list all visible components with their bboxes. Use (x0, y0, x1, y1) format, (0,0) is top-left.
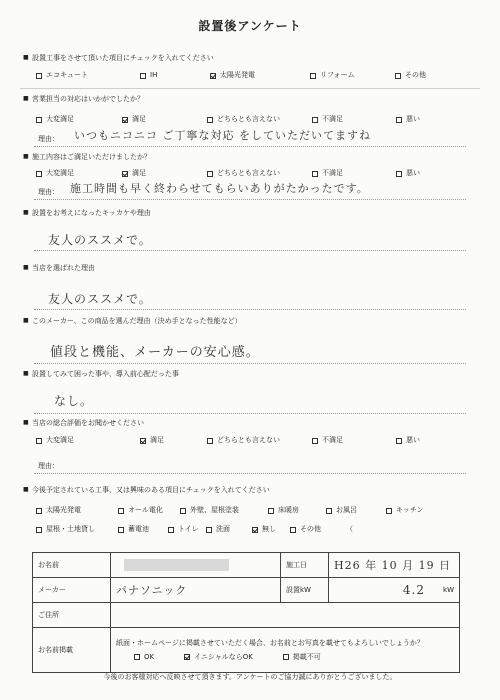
name-value[interactable] (111, 553, 281, 577)
q8-option-1-label: 満足 (150, 436, 164, 444)
q9-option-10[interactable] (252, 526, 276, 533)
q7-answer: なし。 (54, 394, 94, 408)
q6-line (34, 363, 466, 364)
q3-option-0-checkbox[interactable] (36, 171, 42, 177)
q9-option-6-label: 屋根・土地貸し (46, 525, 95, 533)
name-redacted (124, 559, 229, 571)
q1-section (20, 55, 480, 85)
q3-option-4[interactable] (396, 170, 420, 177)
row-address (33, 603, 459, 628)
q1-option-0-checkbox[interactable] (36, 73, 42, 79)
q6-title: ■ このメーカー、この商品を選んだ理由（決め手となった性能など） (32, 318, 242, 325)
install-value[interactable]: H26 年 10 月 19 日 (334, 558, 452, 572)
q2-option-1-label: 満足 (132, 115, 146, 123)
install-label: 施工日 (281, 553, 329, 577)
q2-option-2[interactable] (207, 116, 280, 123)
q3-option-2[interactable] (207, 170, 280, 177)
q2-option-4-checkbox[interactable] (396, 117, 402, 123)
q3-option-4-label: 悪い (406, 169, 420, 177)
q3-reason-text: 施工時間も早く終わらせてもらいありがたかったです。 (70, 182, 369, 195)
q2-reason-line (34, 146, 466, 147)
customer-info-table (32, 552, 460, 673)
q8-option-3-label: 不満足 (322, 436, 343, 444)
q2-option-3-checkbox[interactable] (312, 117, 318, 123)
q2-section (20, 96, 480, 144)
q1-option-4[interactable] (395, 72, 426, 79)
q9-option-0-checkbox[interactable] (36, 508, 42, 514)
page-title: 設置後アンケート (198, 19, 302, 33)
q8-option-0-checkbox[interactable] (36, 438, 42, 444)
q4-answer: 友人のススメで。 (48, 233, 152, 247)
q3-reason-line (34, 199, 466, 200)
q9-option-9-label: 洗面 (216, 525, 230, 533)
maker-value[interactable]: パナソニック (111, 578, 281, 602)
publish-option-0-checkbox[interactable] (134, 654, 140, 660)
publish-option-0[interactable] (134, 654, 154, 661)
footer-message: 今後のお客様対応へ反映させて頂きます。アンケートのご協力誠にありがとうございました。 (103, 673, 397, 681)
q1-option-0[interactable] (36, 72, 88, 79)
q2-option-1-checkbox[interactable] (122, 117, 128, 123)
q5-line (34, 309, 466, 310)
q1-title: ■ 設置工事をさせて頂いた項目にチェックを入れてください (32, 55, 214, 62)
publish-label: お名前掲載 (33, 628, 111, 672)
q2-option-4-label: 悪い (406, 115, 420, 123)
q4-line (34, 250, 466, 251)
q3-option-0[interactable] (36, 170, 74, 177)
q2-title: ■ 営業担当の対応はいかがでしたか？ (32, 96, 144, 103)
q9-section (20, 487, 480, 547)
q8-option-1-checkbox[interactable] (140, 438, 146, 444)
q2-option-3-label: 不満足 (322, 115, 343, 123)
q9-option-5[interactable] (386, 507, 424, 514)
q9-option-2-label: 外壁、屋根塗装 (190, 506, 239, 514)
q8-option-4-checkbox[interactable] (396, 438, 402, 444)
q8-option-3[interactable] (312, 437, 343, 444)
q8-option-0[interactable] (36, 437, 74, 444)
capacity-label: 設置kW (281, 578, 329, 602)
q1-option-2-checkbox[interactable] (210, 73, 216, 79)
q3-option-1[interactable] (122, 170, 146, 177)
publish-cell (111, 628, 459, 672)
q8-title: ■ 当店の総合評価をお聞かせください (32, 420, 144, 427)
q8-option-3-checkbox[interactable] (312, 438, 318, 444)
q8-option-4-label: 悪い (406, 436, 420, 444)
q5-title: ■ 当店を選ばれた理由 (32, 265, 95, 272)
q9-option-7[interactable] (118, 526, 149, 533)
q3-option-0-label: 大変満足 (46, 169, 74, 177)
q9-option-8[interactable] (168, 526, 199, 533)
q8-option-1[interactable] (140, 437, 164, 444)
q8-reason-line (34, 473, 466, 474)
q2-option-3[interactable] (312, 116, 343, 123)
q9-option-4-checkbox[interactable] (326, 508, 332, 514)
q9-other-paren: （ (346, 525, 353, 533)
q9-option-8-checkbox[interactable] (168, 527, 174, 533)
q9-option-9-checkbox[interactable] (206, 527, 212, 533)
q2-reason-text: いつもニコニコ ご丁寧な対応 をしていただいてますね (74, 129, 371, 142)
capacity-unit: kW (443, 585, 454, 594)
row-publish (33, 628, 459, 672)
q1-option-3-checkbox[interactable] (310, 73, 316, 79)
q9-option-2-checkbox[interactable] (180, 508, 186, 514)
q1-option-4-label: その他 (405, 71, 426, 79)
q9-option-2[interactable] (180, 507, 239, 514)
q6-section (20, 318, 480, 363)
q5-section (20, 265, 480, 310)
q9-option-3-checkbox[interactable] (268, 508, 274, 514)
q9-option-11-label: その他 (300, 525, 321, 533)
q3-option-3-label: 不満足 (322, 169, 343, 177)
capacity-cell[interactable] (329, 578, 459, 602)
q2-option-1[interactable] (122, 116, 146, 123)
q1-option-4-checkbox[interactable] (395, 73, 401, 79)
q3-option-1-checkbox[interactable] (122, 171, 128, 177)
q8-section (20, 420, 480, 474)
publish-option-2-checkbox[interactable] (283, 654, 289, 660)
q9-option-6-checkbox[interactable] (36, 527, 42, 533)
q7-title: ■ 設置してみて困った事や、導入前心配だった事 (32, 371, 179, 378)
q9-option-4[interactable] (326, 507, 357, 514)
q1-option-1[interactable] (140, 72, 157, 79)
row-name-install (33, 553, 459, 578)
maker-label: メーカー (33, 578, 111, 602)
q9-option-1-checkbox[interactable] (118, 508, 124, 514)
q2-option-0-checkbox[interactable] (36, 117, 42, 123)
q9-option-1[interactable] (118, 507, 163, 514)
q1-option-2-label: 太陽光発電 (220, 71, 255, 79)
address-value[interactable] (111, 603, 459, 627)
q2-reason-label: 理由： (38, 135, 59, 143)
q5-answer: 友人のススメで。 (48, 292, 152, 306)
q2-option-0-label: 大変満足 (46, 115, 74, 123)
q3-option-4-checkbox[interactable] (396, 171, 402, 177)
q6-answer: 値段と機能、メーカーの安心感。 (50, 345, 260, 360)
q9-option-6[interactable] (36, 526, 95, 533)
name-label: お名前 (33, 553, 111, 577)
publish-option-2-label: 掲載不可 (292, 652, 321, 661)
q9-option-7-checkbox[interactable] (118, 527, 124, 533)
q2-option-0[interactable] (36, 116, 74, 123)
q8-option-0-label: 大変満足 (46, 436, 74, 444)
q9-title: ■ 今後予定されている工事、又は興味のある項目にチェックを入れてください (32, 487, 270, 494)
q8-option-2-checkbox[interactable] (207, 438, 213, 444)
publish-question: 紙面・ホームページに掲載させていただく場合、お名前とお写真を載せてもよろしいでしょうか？ (116, 638, 424, 647)
q4-section (20, 210, 480, 255)
q9-option-3[interactable] (268, 507, 299, 514)
q9-option-5-label: キッチン (396, 506, 424, 514)
q4-title: ■ 設置をお考えになったキッカケや理由 (32, 210, 151, 217)
q9-option-7-label: 蓄電池 (128, 525, 149, 533)
q9-option-9[interactable] (206, 526, 230, 533)
q9-option-3-label: 床暖房 (278, 506, 299, 514)
q9-option-1-label: オール電化 (128, 506, 163, 514)
q8-option-4[interactable] (396, 437, 420, 444)
publish-option-1-checkbox[interactable] (184, 654, 190, 660)
q1-option-1-checkbox[interactable] (140, 73, 146, 79)
q2-option-4[interactable] (396, 116, 420, 123)
q9-option-8-label: トイレ (178, 525, 199, 533)
q9-option-11[interactable] (290, 526, 321, 533)
q8-reason-label: 理由： (38, 462, 59, 470)
q7-section (20, 371, 480, 416)
q3-title: ■ 施工内容はご満足いただけましたか？ (32, 154, 151, 161)
q3-option-1-label: 満足 (132, 169, 146, 177)
divider (20, 88, 480, 89)
q3-reason-label: 理由： (38, 188, 59, 196)
q3-option-2-label: どちらとも言えない (217, 169, 280, 177)
q1-option-3-label: リフォーム (320, 71, 355, 79)
q9-option-10-checkbox[interactable] (252, 527, 258, 533)
q8-option-2[interactable] (207, 437, 280, 444)
row-maker-capacity (33, 578, 459, 603)
q9-option-11-checkbox[interactable] (290, 527, 296, 533)
q2-option-2-label: どちらとも言えない (217, 115, 280, 123)
q3-section (20, 154, 480, 202)
q9-option-5-checkbox[interactable] (386, 508, 392, 514)
q1-option-3[interactable] (310, 72, 355, 79)
q9-option-10-label: 無し (262, 525, 276, 533)
q2-option-2-checkbox[interactable] (207, 117, 213, 123)
q9-option-0[interactable] (36, 507, 81, 514)
q1-option-0-label: エコキュート (46, 71, 88, 79)
q3-option-3[interactable] (312, 170, 343, 177)
q9-option-4-label: お風呂 (336, 506, 357, 514)
q7-line (34, 413, 466, 414)
q9-option-0-label: 太陽光発電 (46, 506, 81, 514)
address-label: ご住所 (33, 603, 111, 627)
publish-option-1-label: イニシャルならOK (194, 652, 253, 661)
publish-option-1[interactable] (184, 654, 253, 661)
publish-option-0-label: OK (144, 652, 155, 661)
capacity-value: 4.2 (402, 583, 426, 597)
q3-option-3-checkbox[interactable] (312, 171, 318, 177)
publish-option-2[interactable] (283, 654, 321, 661)
q3-option-2-checkbox[interactable] (207, 171, 213, 177)
q8-option-2-label: どちらとも言えない (217, 436, 280, 444)
q1-option-2[interactable] (210, 72, 255, 79)
q1-option-1-label: IH (150, 71, 158, 79)
